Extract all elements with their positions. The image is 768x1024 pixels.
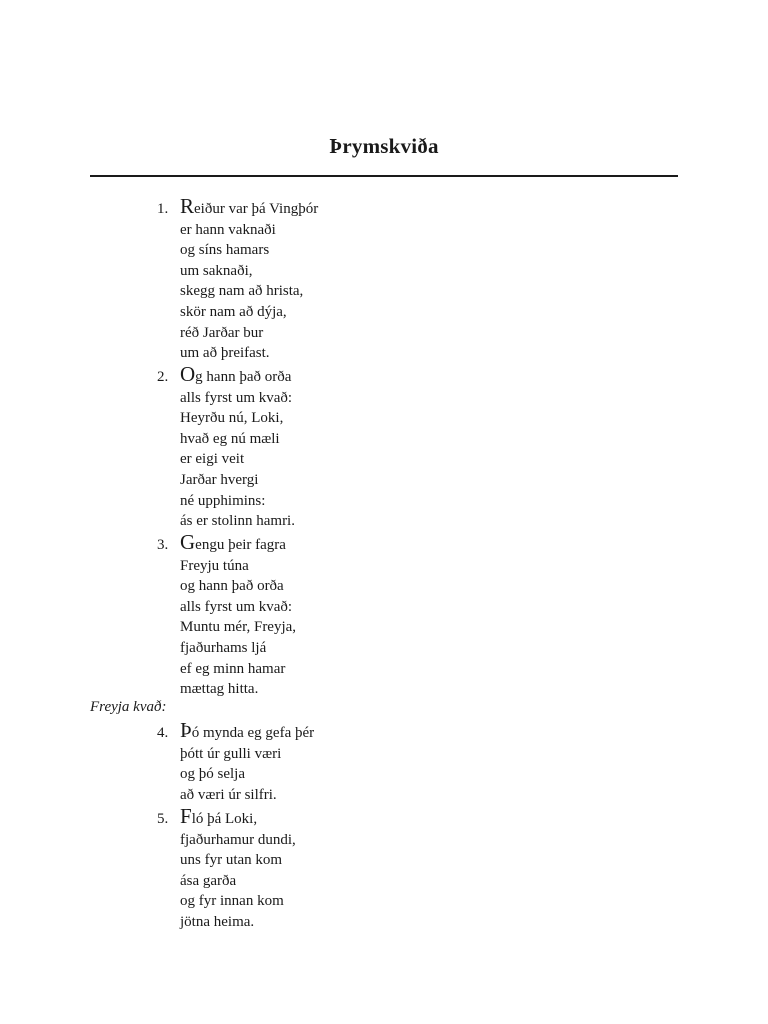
stanza-number: 3.	[157, 537, 169, 553]
stanza-line: mættag hitta.	[180, 681, 259, 698]
stanza-line: skör nam að dýja,	[180, 303, 287, 320]
stanza-line: fjaðurhamur dundi,	[180, 831, 296, 848]
stanza-first-line	[180, 804, 296, 830]
stanza-line: er eigi veit	[180, 451, 245, 468]
stanza-line: Jarðar hvergi	[180, 471, 259, 488]
stanza-line: alls fyrst um kvað:	[180, 389, 293, 406]
stanza-line: Muntu mér, Freyja,	[180, 619, 297, 636]
stanza-line: og þó selja	[180, 766, 245, 783]
stanza-initial: R	[180, 194, 195, 218]
stanza-4	[157, 718, 315, 805]
stanza-line: skegg nam að hrista,	[180, 283, 304, 300]
poem-title: Þrymskviða	[329, 134, 439, 158]
title-divider	[90, 175, 678, 177]
stanza-initial: G	[180, 530, 196, 554]
stanza-1	[157, 194, 319, 364]
stanza-line: Freyju túna	[180, 557, 249, 574]
stanza-line: fjaðurhams ljá	[180, 639, 267, 656]
stanza-line: hvað eg nú mæli	[180, 430, 280, 447]
stanza-line: um saknaði,	[180, 262, 253, 279]
stanza-initial: Þ	[180, 718, 192, 742]
stanza-number: 4.	[157, 725, 169, 741]
stanza-initial: O	[180, 362, 196, 386]
stanza-line: er hann vaknaði	[180, 221, 276, 238]
stanza-line: þótt úr gulli væri	[180, 745, 282, 762]
stanza-line: alls fyrst um kvað:	[180, 598, 293, 615]
stanza-first-line-rest: ló þá Loki,	[191, 811, 258, 827]
stanza-line: um að þreifast.	[180, 345, 270, 362]
stanza-line: jötna heima.	[180, 913, 255, 930]
stanza-initial: F	[180, 804, 192, 828]
stanza-3	[157, 530, 297, 700]
stanza-line: og hann það orða	[180, 578, 284, 595]
stanza-first-line-rest: g hann það orða	[195, 369, 292, 385]
stanza-first-line-rest: ó mynda eg gefa þér	[191, 725, 315, 741]
stanza-first-line	[180, 718, 315, 744]
speaker-label: Freyja kvað:	[90, 699, 167, 715]
stanza-line: að væri úr silfri.	[180, 786, 277, 803]
stanza-first-line	[180, 362, 295, 388]
stanza-line: uns fyr utan kom	[180, 852, 283, 869]
stanza-first-line	[180, 530, 296, 556]
stanza-line: og síns hamars	[180, 242, 270, 259]
stanza-number: 5.	[157, 811, 169, 827]
stanza-line: né upphimins:	[180, 492, 266, 509]
stanza-5	[157, 804, 296, 933]
stanza-first-line-rest: engu þeir fagra	[195, 537, 286, 553]
stanza-line: ef eg minn hamar	[180, 660, 286, 677]
stanza-line: og fyr innan kom	[180, 893, 284, 910]
stanza-line: réð Jarðar bur	[180, 324, 264, 341]
stanza-first-line-rest: eiður var þá Vingþór	[194, 201, 319, 217]
stanza-number: 1.	[157, 201, 169, 217]
stanza-line: ás er stolinn hamri.	[180, 513, 295, 530]
stanza-2	[157, 362, 295, 532]
stanza-first-line	[180, 194, 319, 220]
stanza-line: Heyrðu nú, Loki,	[180, 410, 284, 427]
stanza-number: 2.	[157, 369, 169, 385]
stanza-line: ása garða	[180, 872, 237, 889]
